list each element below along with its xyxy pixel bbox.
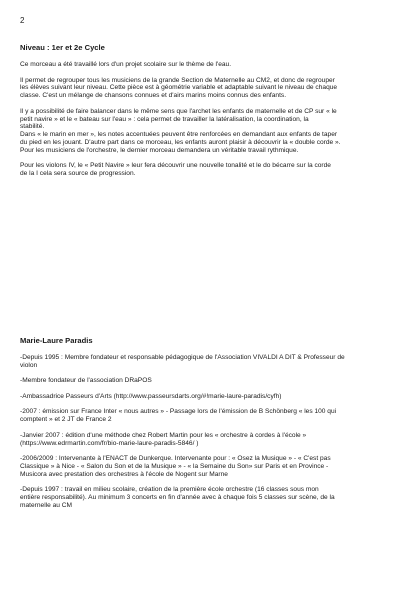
paragraph: Il y a possibilité de faire balancer dans le même sens que l'archet les enfants de maternelle et de CP sur « le petit navire » et le « bateau sur l'eau » : cela permet de travailler la latéralisation, la coordination, la stabilité. Dans « le marin en mer », les notes accentuées peuvent être renforcées en demandant aux enfants de taper du pied en les jouant. D'autre part dans ce morceau, les enfants auront plaisir à découvrir la « double corde ». Pour les musiciens de l'orchestre, le dernier morceau demandera un véritable travail rythmique.: [20, 107, 341, 154]
bio-item: -2007 : émission sur France Inter « nous autres » - Passage lors de l'émission de B Schönberg « les 100 qui comptent » et 2 JT de France 2: [20, 408, 337, 424]
bio-item: -Membre fondateur de l'association DRaPOS: [20, 377, 152, 385]
bio-item: -Depuis 1997 : travail en milieu scolaire, création de la première école orchestre (16 classes sous mon entière responsabilité). Au minimum 3 concerts en fin d'année avec à chaque fois 5 classes sur scène, de la maternelle au CM: [20, 486, 335, 509]
spacer: [20, 186, 398, 336]
paragraph: Pour les violons IV, le « Petit Navire » leur fera découvrir une nouvelle tonalité et le do bécarre sur la corde de la I cela sera source de progression.: [20, 162, 331, 178]
document-body: [20, 43, 398, 517]
bio-item: -Janvier 2007 : édition d'une méthode chez Robert Martin pour les « orchestre à cordes à l'école » (https://www.edrmartin.com/fr/bio-marie-laure-paradis-5846/ ): [20, 431, 307, 447]
paragraph: Ce morceau a été travaillé lors d'un projet scolaire sur le thème de l'eau.: [20, 61, 232, 68]
page-number: 2: [20, 16, 25, 25]
bio-item: -Ambassadrice Passeurs d'Arts (http://www.passeursdarts.org/#!marie-laure-paradis/cyfh): [20, 392, 282, 400]
bio-item: -2006/2009 : Intervenante à l'ENACT de Dunkerque. Intervenante pour : « Osez la Musique » - « C'est pas Classique » à Nice - « Salon du Son et de la Musique » - « la Semaine du Son» sur Paris et en Province - Musicora avec prestation des orchestres à l'école de Nogent sur Marne: [20, 455, 331, 478]
paragraph: Il permet de regrouper tous les musiciens de la grande Section de Maternelle au CM2, et donc de regrouper les élèves suivant leur niveau. Cette pièce est à géométrie variable et adaptable suivant le niveau de chaque classe. C'est un mélange de chansons connues et d'airs marins moins connus des enfants.: [20, 76, 338, 100]
level-heading: Niveau : 1er et 2e Cycle: [20, 43, 105, 52]
level-section: [20, 43, 398, 178]
bio-item: -Depuis 1995 : Membre fondateur et responsable pédagogique de l'Association VIVALDI A DIT & Professeur de violon: [20, 353, 345, 369]
bio-heading: Marie-Laure Paradis: [20, 335, 93, 345]
bio-section: [20, 336, 398, 510]
